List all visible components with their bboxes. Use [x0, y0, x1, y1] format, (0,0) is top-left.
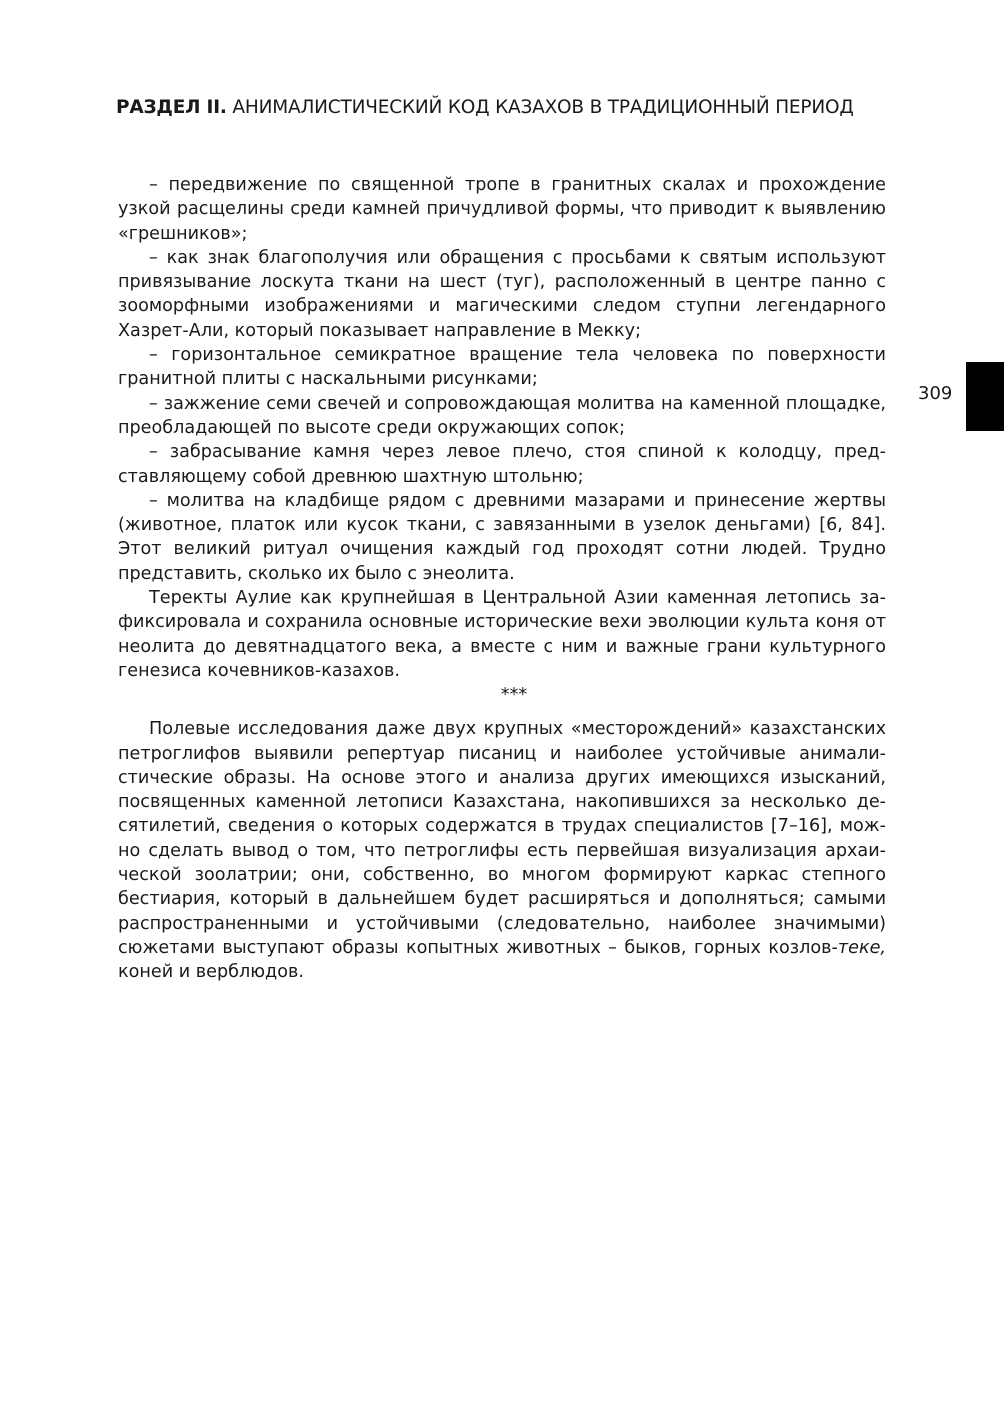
section-title: АНИМАЛИСТИЧЕСКИЙ КОД КАЗАХОВ В ТРАДИЦИОННЫЙ ПЕРИОД [226, 97, 854, 118]
list-item: – молитва на кладбище рядом с древними мазарами и принесение жертвы (животное, платок или кусок ткани, с завязанными в узелок деньгами) [6, 84]. Этот великий ритуал очищения каждый год проходят сотни людей. Трудно представить, сколько их было с энеолита. [118, 490, 886, 584]
list-item: – забрасывание камня через левое плечо, стоя спиной к колодцу, представляющему собой древнюю шахтную штольню; [118, 442, 886, 487]
paragraph-text: Полевые исследования даже двух крупных «месторождений» казахстанских петроглифов выявили репертуар писаниц и наиболее устойчивые анималистические образы. На основе этого и анализа других имеющихся изысканий, посвященных каменной летописи Казахстана, накопившихся за несколько десятилетий, сведения о которых содержатся в трудах специалистов [7–16], можно сделать вывод о том, что петроглифы есть первейшая визуализация архаической зоолатрии; они, собственно, во многом формируют каркас степного бестиария, который в дальнейшем будет расширяться и дополняться; самыми распространенными и устойчивыми (следовательно, наиболее значимыми) сюжетами выступают образы копытных животных – быков, горных козлов- [118, 719, 886, 958]
body-text [118, 173, 886, 985]
list-item: – горизонтальное семикратное вращение тела человека по поверхности гранитной плиты с наскальными рисунками; [118, 345, 886, 390]
italic-term: теке, [837, 937, 886, 958]
paragraph: Теректы Аулие как крупнейшая в Центральной Азии каменная летопись зафиксировала и сохранила основные исторические вехи эволюции культа коня от неолита до девятнадцатого века, а вместе с ним и важные грани культурного генезиса кочевников-казахов. [118, 588, 886, 681]
list-item: – передвижение по священной тропе в гранитных скалах и прохождение узкой расщелины среди камней причудливой формы, что приводит к выявлению «грешников»; [118, 175, 886, 244]
page-number: 309 [918, 383, 953, 404]
list-item: – зажжение семи свечей и сопровождающая молитва на каменной площадке, преобладающей по высоте среди окружающих сопок; [118, 393, 886, 438]
paragraph-text: коней и верблюдов. [118, 962, 304, 983]
thumb-index-tab [966, 362, 1004, 431]
section-separator: *** [500, 685, 528, 706]
running-head [116, 96, 916, 120]
section-label: РАЗДЕЛ II. [116, 97, 227, 118]
list-item: – как знак благополучия или обращения с просьбами к святым используют привязывание лоскута ткани на шест (туг), расположенный в центре панно с зооморфными изображениями и магическими следом ступни легендарного Хазрет-Али, который показывает направление в Мекку; [118, 247, 886, 341]
paragraph [118, 717, 886, 984]
